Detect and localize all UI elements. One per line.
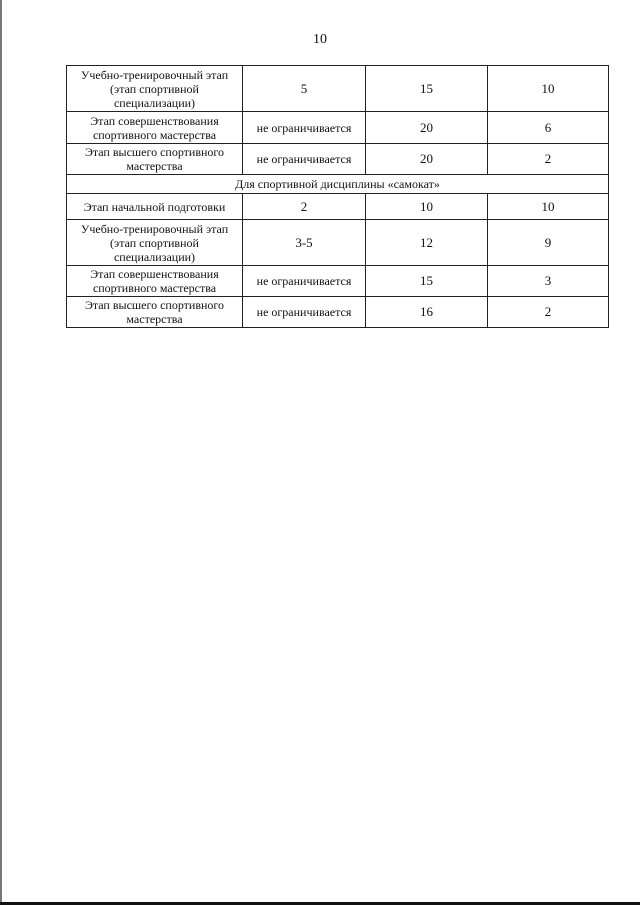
- group-size-value: 2: [488, 144, 609, 175]
- section-title: Для спортивной дисциплины «самокат»: [67, 175, 609, 194]
- age-max-value: 15: [366, 66, 488, 112]
- age-value: не ограничивается: [243, 144, 366, 175]
- age-value: 3-5: [243, 220, 366, 266]
- group-size-value: 9: [488, 220, 609, 266]
- group-size-value: 3: [488, 266, 609, 297]
- table-row: [67, 266, 609, 297]
- stage-label: Этап начальной подготовки: [67, 194, 243, 220]
- age-value: не ограничивается: [243, 112, 366, 144]
- group-size-value: 6: [488, 112, 609, 144]
- stage-label: Этап высшего спортивного мастерства: [67, 297, 243, 328]
- age-value: не ограничивается: [243, 266, 366, 297]
- page-number: 10: [313, 32, 327, 47]
- table-row: [67, 297, 609, 328]
- group-size-value: 10: [488, 66, 609, 112]
- stage-label: Учебно-тренировочный этап (этап спортивной специализации): [67, 220, 243, 266]
- age-value: не ограничивается: [243, 297, 366, 328]
- group-size-value: 10: [488, 194, 609, 220]
- stage-label: Этап совершенствования спортивного мастерства: [67, 112, 243, 144]
- age-max-value: 20: [366, 112, 488, 144]
- stage-label: Этап высшего спортивного мастерства: [67, 144, 243, 175]
- table-row: [67, 66, 609, 112]
- table-row: [67, 144, 609, 175]
- group-size-value: 2: [488, 297, 609, 328]
- age-max-value: 16: [366, 297, 488, 328]
- stage-label: Учебно-тренировочный этап (этап спортивной специализации): [67, 66, 243, 112]
- age-max-value: 15: [366, 266, 488, 297]
- table-row: [67, 112, 609, 144]
- stage-label: Этап совершенствования спортивного мастерства: [67, 266, 243, 297]
- age-value: 5: [243, 66, 366, 112]
- stages-table: [66, 65, 609, 328]
- table-row: [67, 220, 609, 266]
- age-max-value: 12: [366, 220, 488, 266]
- section-row: [67, 175, 609, 194]
- age-value: 2: [243, 194, 366, 220]
- age-max-value: 20: [366, 144, 488, 175]
- age-max-value: 10: [366, 194, 488, 220]
- table-row: [67, 194, 609, 220]
- page-edge-left: [0, 0, 2, 905]
